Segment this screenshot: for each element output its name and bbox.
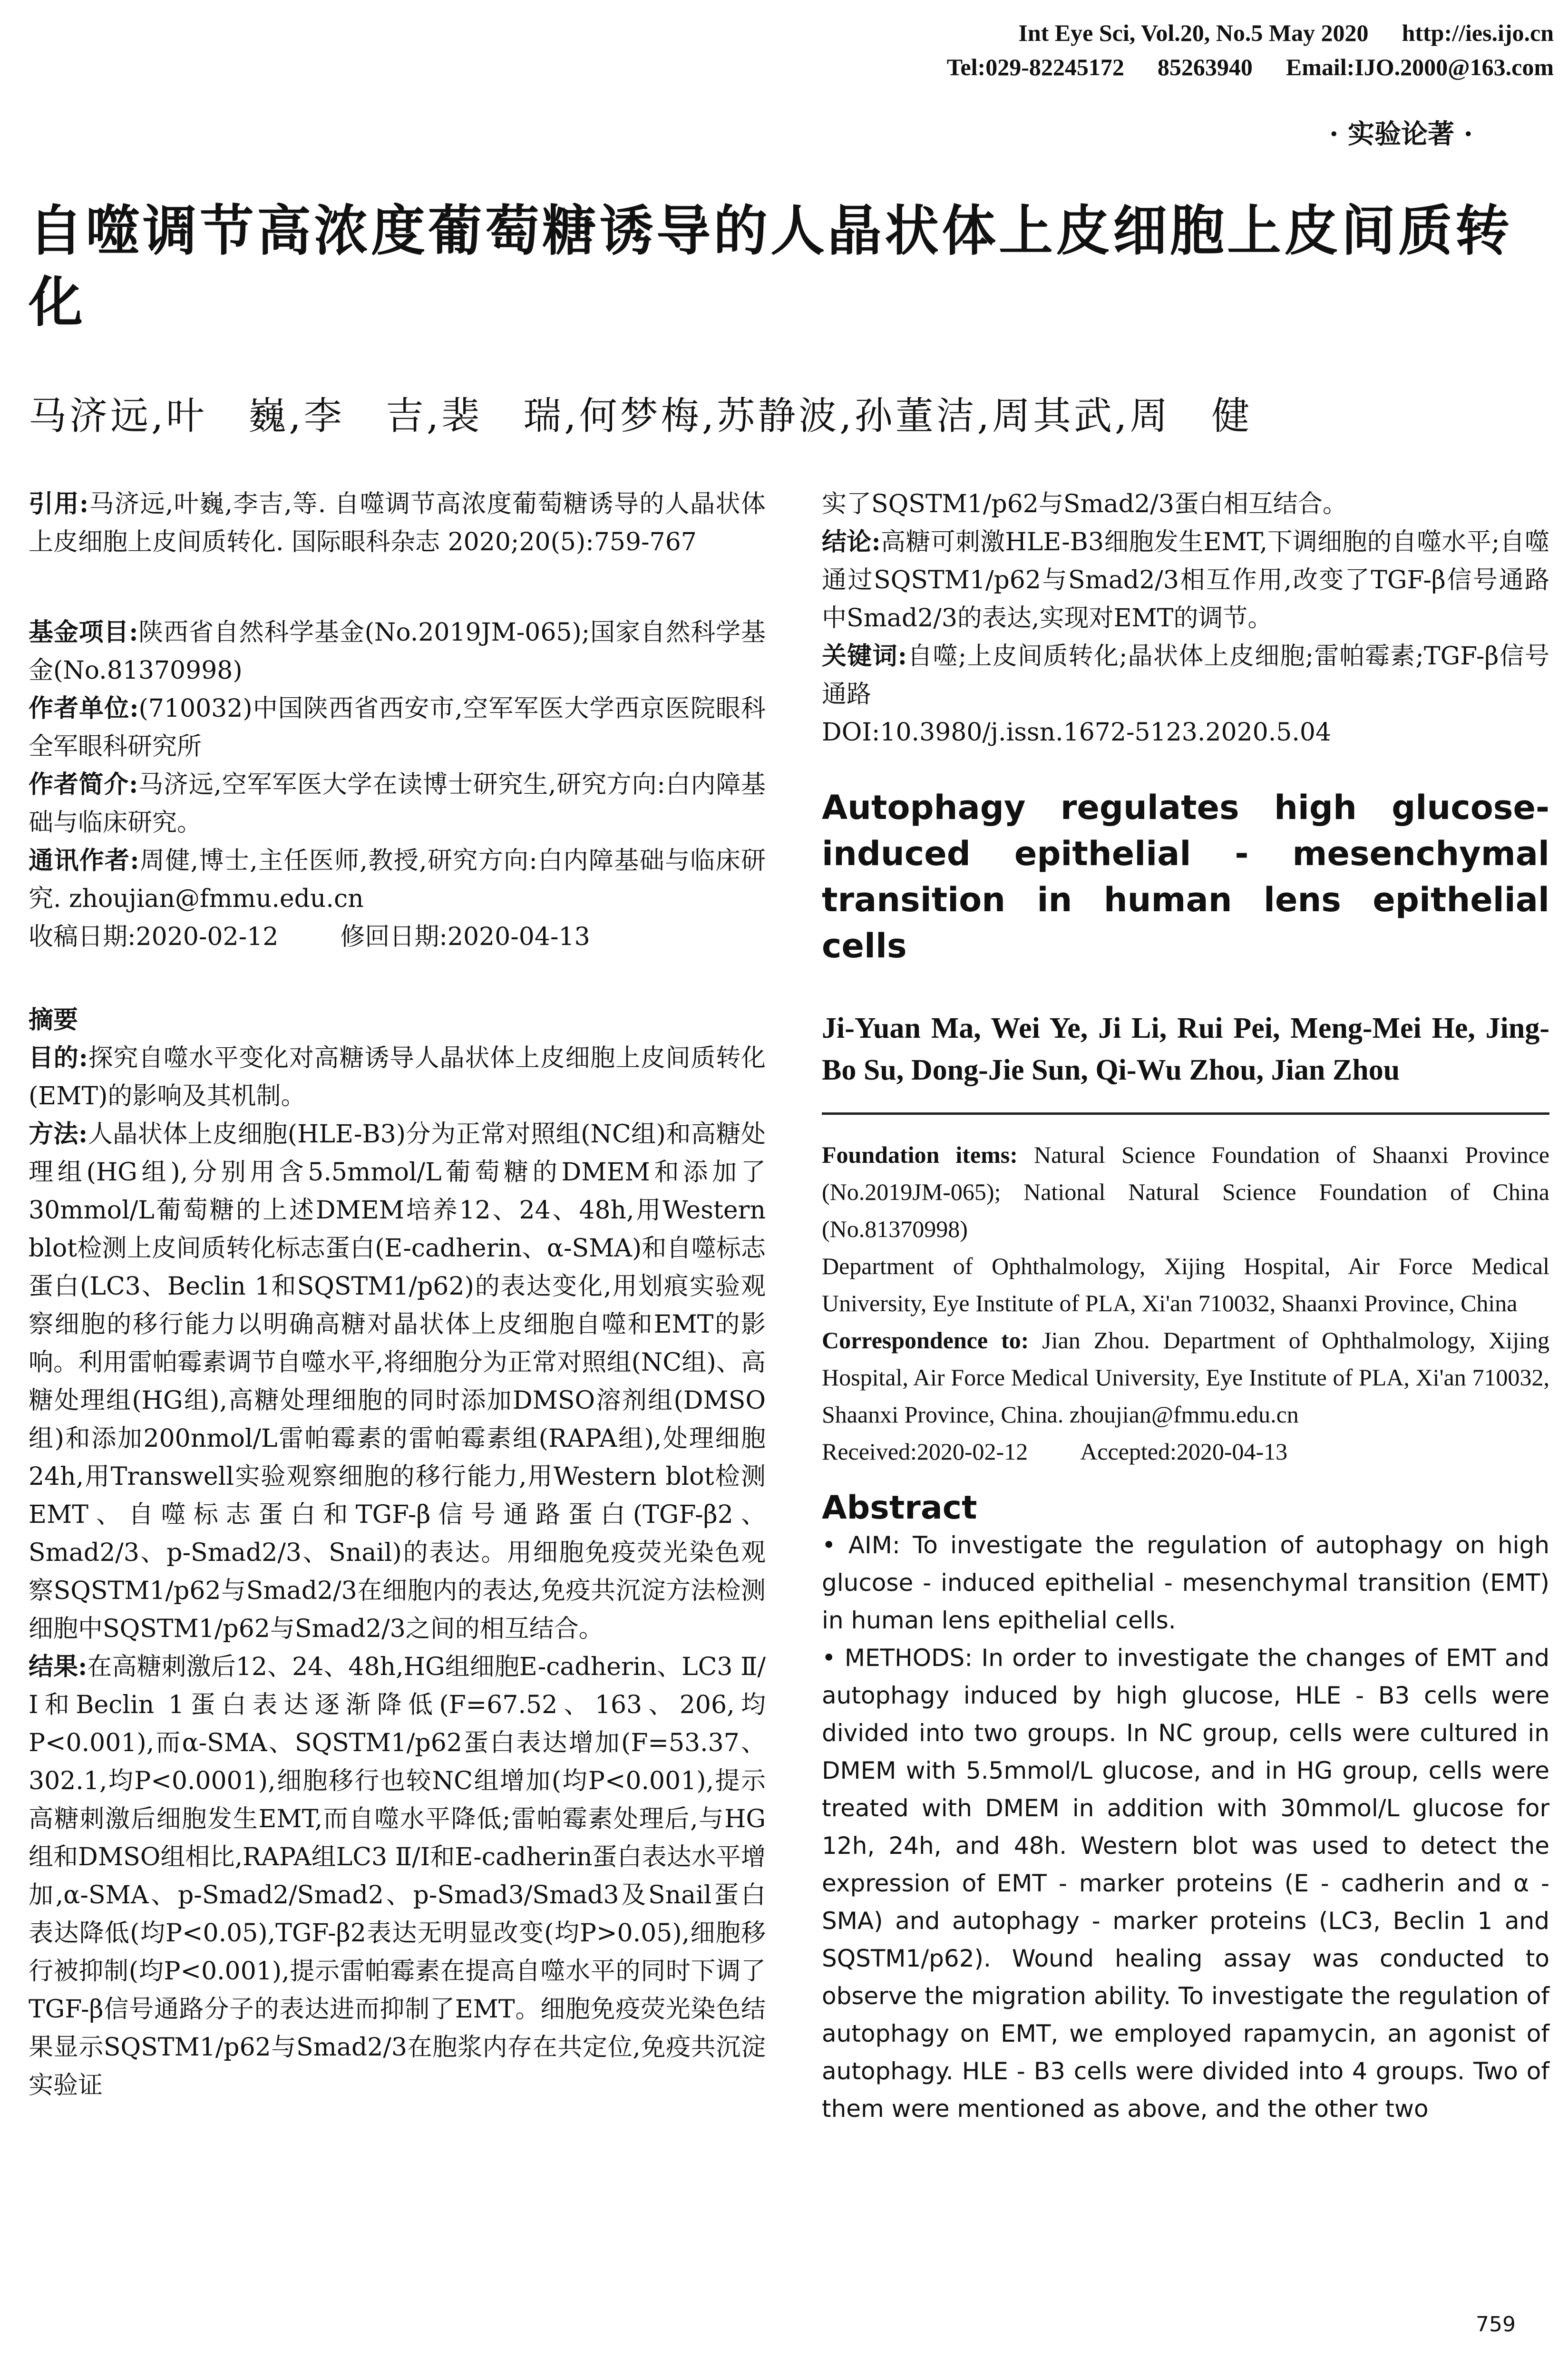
results-text: 在高糖刺激后12、24、48h,HG组细胞E-cadherin、LC3 Ⅱ/Ⅰ和Beclin 1蛋白表达逐渐降低(F=67.52、163、206,均P<0.001),而α-SMA、SQSTM1/p62蛋白表达增加(F=53.37、302.1,均P<0.0001),细胞移行也较NC组增加(均P<0.001),提示高糖刺激后细胞发生EMT,而自噬水平降低;雷帕霉素处理后,与HG组和DMSO组相比,RAPA组LC3 Ⅱ/Ⅰ和E-cadherin蛋白表达水平增加,α-SMA、p-Smad2/Smad2、p-Smad3/Smad3及Snail蛋白表达降低(均P<0.05),TGF-β2表达无明显改变(均P>0.05),细胞移行被抑制(均P<0.001),提示雷帕霉素在提高自噬水平的同时下调了TGF-β信号通路分子的表达进而抑制了EMT。细胞免疫荧光染色结果显示SQSTM1/p62与Smad2/3在胞浆内存在共定位,免疫共沉淀实验证 (29, 1653, 766, 2100)
journal-header-line2 (914, 53, 1554, 81)
revised-date: 修回日期:2020-04-13 (340, 923, 590, 951)
conclusion-label: 结论: (822, 527, 881, 556)
journal-email: Email:IJO.2000@163.com (1286, 54, 1554, 80)
abstract-results-cn (29, 1648, 766, 2104)
correspondence-info (822, 1322, 1549, 1433)
abstract-methods-cn (29, 1115, 766, 1648)
objective-label: 目的: (29, 1043, 88, 1072)
author-list: 马济远,叶 巍,李 吉,裴 瑞,何梦梅,苏静波,孙董洁,周其武,周 健 (29, 394, 1253, 438)
conclusion-block (822, 523, 1549, 637)
corresponding-label: 通讯作者: (29, 846, 139, 875)
dates-line (29, 918, 766, 956)
journal-url: http://ies.ijo.cn (1402, 19, 1554, 46)
journal-tel2: 85263940 (1157, 54, 1253, 80)
objective-text: 探究自噬水平变化对高糖诱导人晶状体上皮细胞上皮间质转化(EMT)的影响及其机制。 (29, 1044, 766, 1111)
conclusion-text: 高糖可刺激HLE-B3细胞发生EMT,下调细胞的自噬水平;自噬通过SQSTM1/p62与Smad2/3相互作用,改变了TGF-β信号通路中Smad2/3的表达,实现对EMT的调节。 (822, 528, 1549, 633)
corresponding-text: 周健,博士,主任医师,教授,研究方向:白内障基础与临床研究. zhoujian@fmmu.edu.cn (29, 847, 766, 913)
english-authors: Ji-Yuan Ma, Wei Ye, Ji Li, Rui Pei, Meng-Mei He, Jing-Bo Su, Dong-Jie Sun, Qi-Wu Zhou, Jian Zhou (822, 1012, 1549, 1086)
methods-label: 方法: (29, 1120, 88, 1149)
english-title: Autophagy regulates high glucose-induced epithelial - mesenchymal transition in human lens epithelial cells (822, 788, 1549, 965)
keywords-label: 关键词: (822, 642, 907, 671)
journal-tel: Tel:029-82245172 (946, 54, 1124, 80)
journal-citation: Int Eye Sci, Vol.20, No.5 May 2020 (1018, 19, 1369, 46)
journal-header-line1 (985, 19, 1554, 47)
page-number: 759 (1476, 2312, 1516, 2337)
section-tag: · 实验论著 · (1329, 118, 1473, 150)
corresponding-block (29, 842, 766, 918)
page-title: 自噬调节高浓度葡萄糖诱导的人晶状体上皮细胞上皮间质转化 (29, 199, 1513, 334)
correspondence-text: Jian Zhou. Department of Ophthalmology, Xijing Hospital, Air Force Medical University, Eye Institute of PLA, Xi'an 710032, Shaanxi Province, China. zhoujian@fmmu.edu.cn (822, 1327, 1549, 1428)
author-bio-text: 马济远,空军军医大学在读博士研究生,研究方向:白内障基础与临床研究。 (29, 770, 766, 837)
doi: DOI:10.3980/j.issn.1672-5123.2020.5.04 (822, 718, 1332, 747)
funding-label: 基金项目: (29, 618, 138, 647)
department-info: Department of Ophthalmology, Xijing Hospital, Air Force Medical University, Eye Institute of PLA, Xi'an 710032, Shaanxi Province, China (822, 1253, 1549, 1316)
results-continued: 实了SQSTM1/p62与Smad2/3蛋白相互结合。 (822, 490, 1347, 518)
abstract-heading-cn: 摘要 (29, 1005, 78, 1034)
right-column (822, 485, 1549, 2128)
author-bio-block (29, 766, 766, 842)
author-bio-label: 作者简介: (29, 770, 138, 799)
results-label: 结果: (29, 1652, 88, 1681)
received-date: 收稿日期:2020-02-12 (29, 923, 279, 951)
affiliation-block (29, 690, 766, 766)
abstract-aim: • AIM: To investigate the regulation of autophagy on high glucose - induced epithelial - mesenchymal transition (EMT) in human lens epithelial cells. (822, 1531, 1549, 1634)
foundation-text: Natural Science Foundation of Shaanxi Province (No.2019JM-065); National Natural Science Foundation of China (No.81370998) (822, 1141, 1549, 1242)
citation-label: 引用: (29, 489, 89, 518)
funding-block (29, 614, 766, 690)
received-en: Received:2020-02-12 (822, 1438, 1028, 1465)
citation-text: 马济远,叶巍,李吉,等. 自噬调节高浓度葡萄糖诱导的人晶状体上皮细胞上皮间质转化. 国际眼科杂志 2020;20(5):759-767 (29, 490, 766, 556)
english-dates (822, 1433, 1549, 1470)
keywords-block (822, 637, 1549, 713)
foundation-label: Foundation items: (822, 1141, 1018, 1168)
affiliation-text: (710032)中国陕西省西安市,空军军医大学西京医院眼科 全军眼科研究所 (29, 694, 766, 761)
methods-text: 人晶状体上皮细胞(HLE-B3)分为正常对照组(NC组)和高糖处理组(HG组),分别用含5.5mmol/L葡萄糖的DMEM和添加了30mmol/L葡萄糖的上述DMEM培养12、24、48h,用Western blot检测上皮间质转化标志蛋白(E-cadherin、α-SMA)和自噬标志蛋白(LC3、Beclin 1和SQSTM1/p62)的表达变化,用划痕实验观察细胞的移行能力以明确高糖对晶状体上皮细胞自噬和EMT的影响。利用雷帕霉素调节自噬水平,将细胞分为正常对照组(NC组)、高糖处理组(HG组),高糖处理细胞的同时添加DMSO溶剂组(DMSO组)和添加200nmol/L雷帕霉素的雷帕霉素组(RAPA组),处理细胞24h,用Transwell实验观察细胞的移行能力,用Western blot检测EMT、自噬标志蛋白和TGF-β信号通路蛋白(TGF-β2、Smad2/3、p-Smad2/3、Snail)的表达。用细胞免疫荧光染色观察SQSTM1/p62与Smad2/3在细胞内的表达,免疫共沉淀方法检测细胞中SQSTM1/p62与Smad2/3之间的相互结合。 (29, 1120, 766, 1643)
keywords-text: 自噬;上皮间质转化;晶状体上皮细胞;雷帕霉素;TGF-β信号通路 (822, 642, 1549, 709)
foundation-items (822, 1136, 1549, 1247)
abstract-heading-en: Abstract (822, 1489, 977, 1527)
accepted-en: Accepted:2020-04-13 (1080, 1438, 1288, 1465)
citation-block (29, 485, 766, 561)
abstract-methods-en: • METHODS: In order to investigate the changes of EMT and autophagy induced by high glucose, HLE - B3 cells were divided into two groups. In NC group, cells were cultured in DMEM with 5.5mmol/L glucose, and in HG group, cells were treated with DMEM in addition with 30mmol/L glucose for 12h, 24h, and 48h. Western blot was used to detect the expression of EMT - marker proteins (E - cadherin and α - SMA) and autophagy - marker proteins (LC3, Beclin 1 and SQSTM1/p62). Wound healing assay was conducted to observe the migration ability. To investigate the regulation of autophagy on EMT, we employed rapamycin, an agonist of autophagy. HLE - B3 cells were divided into 4 groups. Two of them were mentioned as above, and the other two (822, 1644, 1549, 2123)
correspondence-label: Correspondence to: (822, 1327, 1029, 1354)
affiliation-label: 作者单位: (29, 694, 139, 723)
funding-text: 陕西省自然科学基金(No.2019JM-065);国家自然科学基金(No.81370998) (29, 618, 766, 685)
left-column (29, 485, 766, 2104)
abstract-objective (29, 1039, 766, 1115)
